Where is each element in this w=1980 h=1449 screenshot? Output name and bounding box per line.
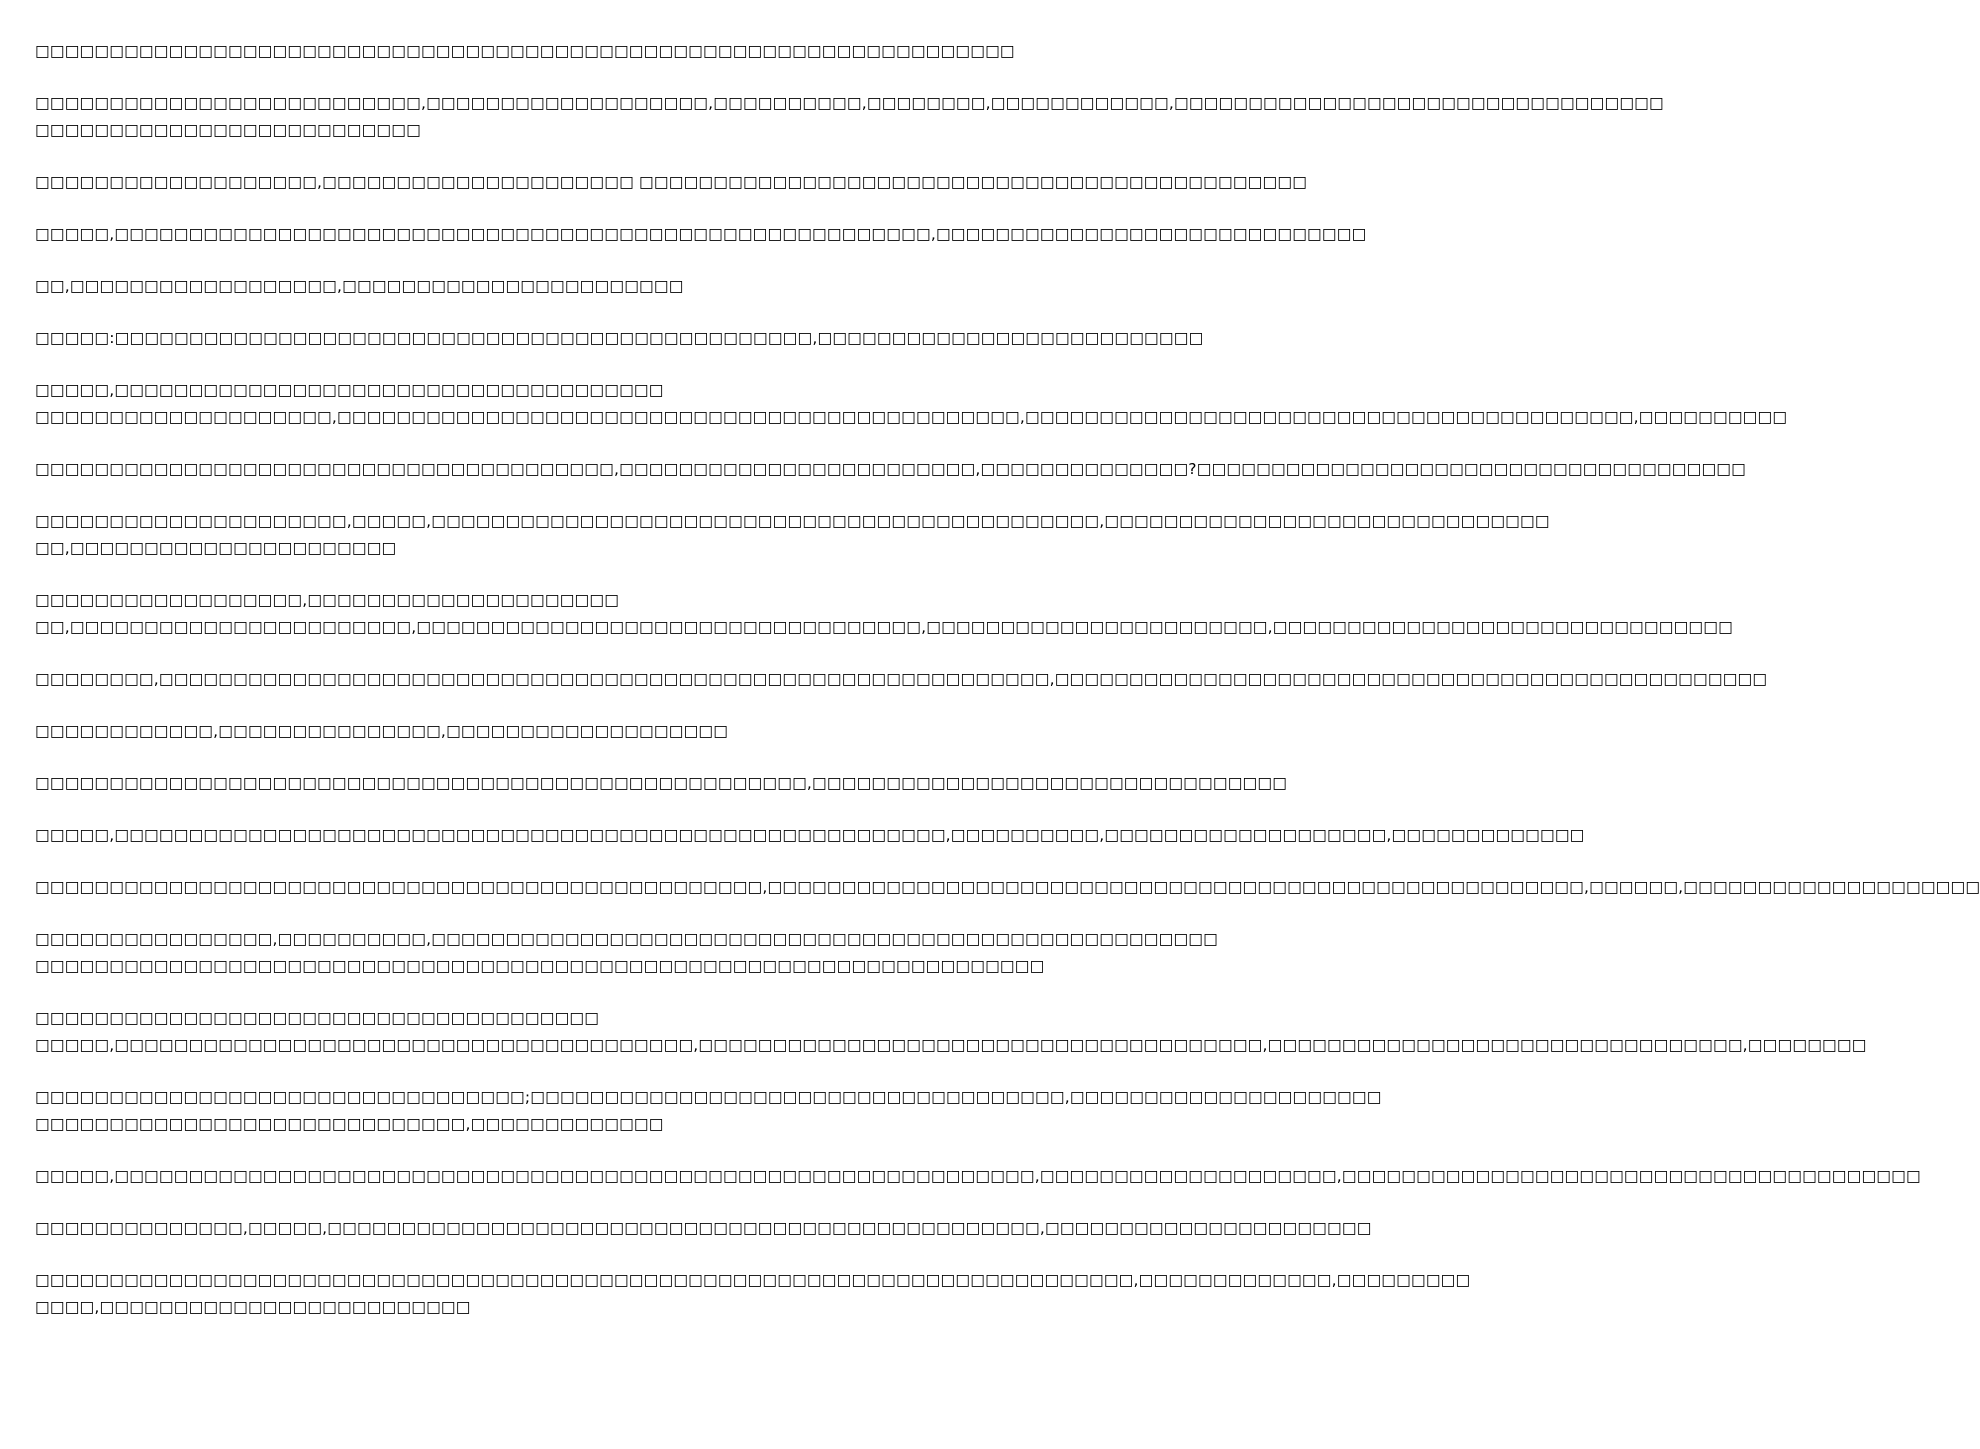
paragraph [35,325,1204,352]
paragraph [35,38,1015,65]
paragraph [35,90,1664,144]
paragraph [35,169,1308,196]
paragraph [35,273,989,300]
text-line: □□□□□:□□□□□□□□□□□□□□□□□□□□□□□□□□□□□□□□□□□□□□□□□□□□□□□,□□□□□□□□□□□□□□□□□□□□□□□□□□ [35,329,1204,347]
text-line: □□□□□□□□,□□□□□□□□□□□□□□□□□□□□□□□□□□□□□□□□□□□□□□□□□□□□□□□□□□□□□□□□□□□□,□□□□□□□□□□□□□□□□□□□□□□□□□□□□□□□□□□□□□□□□□□□□□□□□ [35,670,1768,688]
text-line: □□□□□□□□□□□□□□□□□□□□□□□□□□□□□□□□□□□□□□□□□□□□□□□□□,□□□□□□□□□□□□□□□□□□□□□□□□□□□□□□□□□□□□□□□□□□□□□□□□□□□□□□□,□□□□□□,□□□□□□□□□□□□□□□□□□□□ [35,878,1980,896]
text-line: □□,□□□□□□□□□□□□□□□□□□□□□□ [35,539,397,557]
paragraph [35,587,1733,641]
text-line: □□□□□□□□□□□□□□□□□□□□□□□□□□□□□,□□□□□□□□□□□□□ [35,1115,664,1133]
text-line: □□□□□□□□□□□□□□,□□□□□,□□□□□□□□□□□□□□□□□□□□□□□□□□□□□□□□□□□□□□□□□□□□□□□□,□□□□□□□□□□□□□□□□□□□□□□ [35,1219,1372,1237]
paragraph [35,822,1585,849]
text-line: □□□□□,□□□□□□□□□□□□□□□□□□□□□□□□□□□□□□□□□□□□□□□□□□□□□□□□□□□□□□□,□□□□□□□□□□□□□□□□□□□□□□□□□□□□□ [35,225,1367,243]
text-line: □□□□□,□□□□□□□□□□□□□□□□□□□□□□□□□□□□□□□□□□□□□□□,□□□□□□□□□□□□□□□□□□□□□□□□□□□□□□□□□□□□□□,□□□□□□□□□□□□□□□□□□□□□□□□□□□□□□□□,□□□□□□□□ [35,1036,1867,1054]
text-line: □□□□□□□□□□□□□□□□□□□□□□□□□□□□□□□□□□□□□□□□□□□□□□□□□□□□,□□□□□□□□□□□□□□□□□□□□□□□□□□□□□□□□ [35,774,1288,792]
text-line: □□□□□□□□□□□□□□□□□□□□□□□□□□□□□□□□□□□□□□□,□□□□□□□□□□□□□□□□□□□□□□□□,□□□□□□□□□□□□□□?□□□□□□□□□□□□□□□□□□□□□□□□□□□□□□□□□□□□□ [35,460,1746,478]
text-line: □□□□□□□□□□□□□□□□□□,□□□□□□□□□□□□□□□□□□□□□ [35,591,620,609]
text-line: □□□□□□□□□□□□□□□□□□□□□□□□□□□□□□□□□□□□□□□□□□□□□□□□□□□□□□□□□□□□□□□□□□□□ [35,957,1045,975]
paragraph [35,377,1788,431]
paragraph [35,508,1550,562]
text-line: □□,□□□□□□□□□□□□□□□□□□,□□□□□□□□□□□□□□□□□□□□□□□ [35,277,684,295]
text-line: □□□□□□□□□□□□□□□□□□□□□□□□□□□□□□□□□□□□□□ [35,1009,600,1027]
paragraph [35,874,1980,901]
text-line: □□,□□□□□□□□□□□□□□□□□□□□□□□,□□□□□□□□□□□□□□□□□□□□□□□□□□□□□□□□□□,□□□□□□□□□□□□□□□□□□□□□□□,□□□□□□□□□□□□□□□□□□□□□□□□□□□□□□□ [35,618,1733,636]
paragraph [35,221,1367,248]
text-line: □□□□,□□□□□□□□□□□□□□□□□□□□□□□□□ [35,1298,471,1316]
text-line: □□□□□,□□□□□□□□□□□□□□□□□□□□□□□□□□□□□□□□□□□□□□□□□□□□□□□□□□□□□□□□□□□□□□,□□□□□□□□□□□□□□□□□□□□,□□□□□□□□□□□□□□□□□□□□□□□□□□□□□□□□□□□□□□□ [35,1167,1921,1185]
text-line: □□□□□□□□□□□□□□□□□□□□□□□□□□□□□□□□□;□□□□□□□□□□□□□□□□□□□□□□□□□□□□□□□□□□□□,□□□□□□□□□□□□□□□□□□□□□ [35,1088,1382,1106]
text-line: □□□□□,□□□□□□□□□□□□□□□□□□□□□□□□□□□□□□□□□□□□□□□□□□□□□□□□□□□□□□□□,□□□□□□□□□□,□□□□□□□□□□□□□□□□□□□,□□□□□□□□□□□□□ [35,826,1585,844]
paragraph [35,770,1288,797]
paragraph [35,1084,1382,1138]
paragraph [35,1163,1921,1190]
text-line: □□□□□□□□□□□□□□□□□□□□□□□□□□ [35,121,421,139]
text-line: □□□□□,□□□□□□□□□□□□□□□□□□□□□□□□□□□□□□□□□□□□□ [35,381,664,399]
paragraph [35,666,1768,693]
paragraph [35,1215,1372,1242]
paragraph [35,456,1746,483]
text-line: □□□□□□□□□□□□□□□□,□□□□□□□□□□,□□□□□□□□□□□□□□□□□□□□□□□□□□□□□□□□□□□□□□□□□□□□□□□□□□□□□ [35,930,1218,948]
document-body [35,38,1980,1346]
paragraph [35,926,1218,980]
text-line: □□□□□□□□□□□□,□□□□□□□□□□□□□□□,□□□□□□□□□□□□□□□□□□□ [35,722,729,740]
text-line: □□□□□□□□□□□□□□□□□□□□□□□□□□,□□□□□□□□□□□□□□□□□□□,□□□□□□□□□□,□□□□□□□□,□□□□□□□□□□□□,□□□□□□□□□□□□□□□□□□□□□□□□□□□□□□□□□ [35,94,1664,112]
paragraph [35,1267,1471,1321]
paragraph [35,1005,1867,1059]
paragraph [35,718,989,745]
text-line: □□□□□□□□□□□□□□□□□□□□□□□□□□□□□□□□□□□□□□□□□□□□□□□□□□□□□□□□□□□□□□□□□□□□□□□□□□,□□□□□□□□□□□□□,□□□□□□□□□ [35,1271,1471,1289]
text-line: □□□□□□□□□□□□□□□□□□□□□□□□□□□□□□□□□□□□□□□□□□□□□□□□□□□□□□□□□□□□□□□□□□ [35,42,1015,60]
text-line: □□□□□□□□□□□□□□□□□□□,□□□□□□□□□□□□□□□□□□□□□ □□□□□□□□□□□□□□□□□□□□□□□□□□□□□□□□□□□□□□□□□□□□□ [35,173,1308,191]
text-line: □□□□□□□□□□□□□□□□□□□□□,□□□□□,□□□□□□□□□□□□□□□□□□□□□□□□□□□□□□□□□□□□□□□□□□□□□,□□□□□□□□□□□□□□□□□□□□□□□□□□□□□□ [35,512,1550,530]
text-line: □□□□□□□□□□□□□□□□□□□□,□□□□□□□□□□□□□□□□□□□□□□□□□□□□□□□□□□□□□□□□□□□□□□,□□□□□□□□□□□□□□□□□□□□□□□□□□□□□□□□□□□□□□□□□,□□□□□□□□□□ [35,408,1788,426]
